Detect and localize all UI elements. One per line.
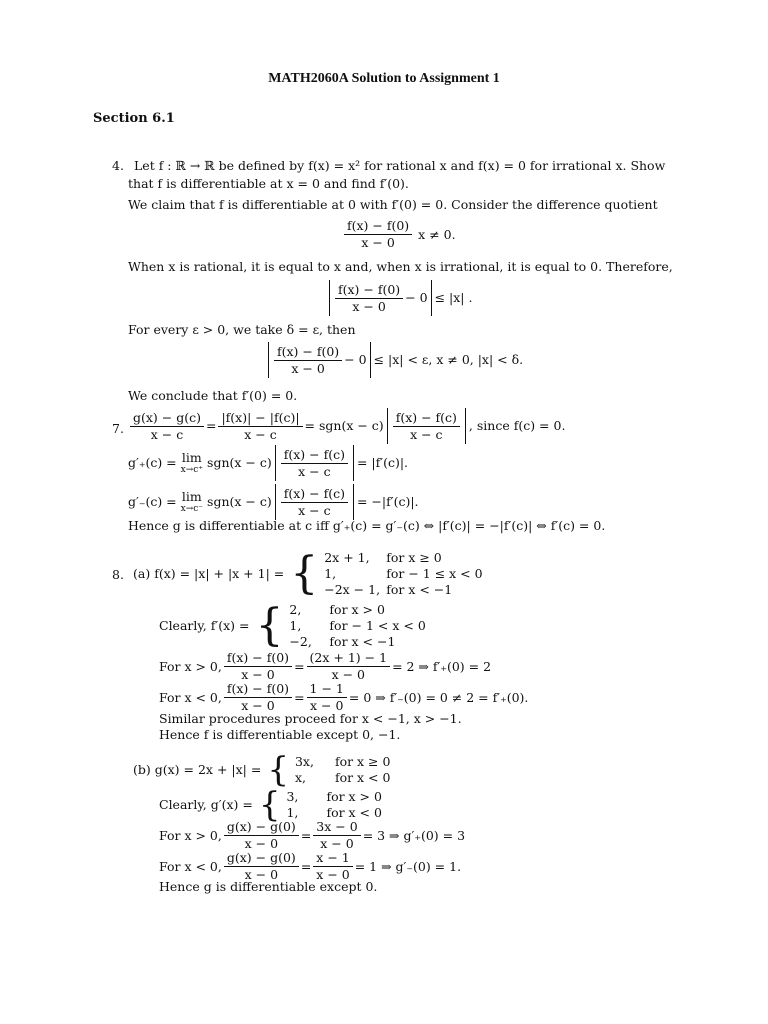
case-row [289,634,425,650]
problem-4-epsilon-text: For every ε > 0, we take δ = ε, then [128,322,356,337]
p8b-negative-case [159,851,461,882]
gminus-sgn: sgn(x − c) [207,494,272,509]
gplus-sgn: sgn(x − c) [207,455,272,470]
p7-sgn: = sgn(x − c) [304,418,384,433]
gminus-frac-den: x − c [298,502,331,518]
gplus-label: g′₊(c) = [128,455,177,470]
case-cond: for − 1 ≤ x < 0 [386,566,483,581]
equals: = [300,858,312,874]
case-expr: 1, [324,566,337,581]
gminus-result: = −|f′(c)|. [356,494,419,509]
equals: = [300,827,312,843]
abs-bar-left [329,280,330,316]
difference-quotient [342,219,456,250]
p8a-deriv-cases [289,602,425,650]
abs-bar-left [268,342,269,378]
left-brace: { [267,750,289,790]
left-brace: { [255,600,284,651]
limit-minus [181,490,203,514]
ineq2-right: ≤ |x| < ε, x ≠ 0, |x| < δ. [373,352,524,367]
p8b-cases [295,754,391,786]
ineq1-numerator: f(x) − f(0) [335,283,403,299]
gplus-frac-den: x − c [298,463,331,479]
abs-bar-left [275,484,276,520]
left-brace: { [258,785,281,825]
fraction [307,651,391,682]
case-cond: for x > 0 [326,789,382,804]
problem-8-number: 8. [112,567,124,582]
case-row [289,602,425,618]
problem-4-conclusion: We conclude that f′(0) = 0. [128,388,298,403]
case-cond: for − 1 < x < 0 [329,618,426,633]
p8b-clearly: Clearly, g′(x) = [159,797,253,812]
p8b-positive-case [159,820,465,851]
p7-frac-g [130,411,204,442]
p8a-negative-case [159,682,528,713]
denominator: x − 0 [244,836,279,851]
abs-bar-left [387,408,388,444]
limit-plus [181,451,203,475]
numerator: f(x) − f(0) [224,682,292,698]
problem-7-gminus [128,484,419,520]
denominator: x − 0 [316,867,350,882]
ineq2-denominator: x − 0 [291,360,325,376]
fraction [224,682,292,713]
result: = 0 ⇒ f′₋(0) = 0 ≠ 2 = f′₊(0). [348,689,529,705]
problem-7-gplus [128,445,408,481]
numerator: 1 − 1 [307,682,347,698]
p7-frac-g-den: x − c [150,426,184,442]
case-row [324,582,482,598]
fraction [313,851,352,882]
problem-4-rational-text: When x is rational, it is equal to x and, when x is irrational, it is equal to 0. Therefore, [128,259,673,274]
p8a-similar: Similar procedures proceed for x < −1, x > −1. [159,711,462,726]
abs-bar-right [353,484,354,520]
p7-frac-absf-num: |f(x)| − |f(c)| [218,411,302,427]
gminus-label: g′₋(c) = [128,494,177,509]
case-cond: for x < −1 [386,582,453,597]
inequality-1 [326,280,472,316]
p8a-derivative [159,600,426,652]
fraction [313,820,360,851]
ineq2-numerator: f(x) − f(0) [274,345,342,361]
problem-4-number: 4. [112,158,124,173]
result: = 2 ⇒ f′₊(0) = 2 [392,658,492,674]
denominator: x − 0 [244,867,279,882]
case-expr: 3x, [294,754,314,769]
problem-4-statement-line1: Let f : ℝ → ℝ be defined by f(x) = x² for rational x and f(x) = 0 for irrational x. Show [134,158,666,173]
dq-denominator: x − 0 [361,235,395,250]
numerator: f(x) − f(0) [224,651,292,667]
p8b-label: (b) [133,762,151,777]
problem-7-number: 7. [112,421,124,436]
equals: = [294,689,305,705]
ineq1-right: ≤ |x| . [434,290,473,305]
dq-numerator: f(x) − f(0) [344,219,412,235]
p7-frac-f-den: x − c [410,426,443,442]
denominator: x − 0 [241,667,275,682]
case-row [286,789,382,805]
problem-4-claim: We claim that f is differentiable at 0 with f′(0) = 0. Consider the difference quotient [128,197,658,212]
page-title: MATH2060A Solution to Assignment 1 [268,71,500,86]
p8a-definition [133,548,483,600]
p8b-hence: Hence g is differentiable except 0. [159,879,378,894]
fraction [224,851,299,882]
numerator: (2x + 1) − 1 [307,651,391,667]
ineq2-minus-zero: − 0 [344,352,367,367]
section-heading: Section 6.1 [93,111,175,126]
left-brace: { [290,548,319,599]
inequality-2 [265,342,523,378]
p8a-def-text: f(x) = |x| + |x + 1| = [154,566,285,581]
gplus-frac-num: f(x) − f(c) [281,448,348,464]
case-expr: 1, [289,618,302,633]
case-expr: −2, [289,634,312,649]
case-cond: for x > 0 [329,602,385,617]
case-row [324,566,482,582]
abs-bar-right [431,280,432,316]
p8b-deriv-cases [286,789,382,821]
problem-7-hence: Hence g is differentiable at c iff g′₊(c) = g′₋(c) ⇔ |f′(c)| = −|f′(c)| ⇔ f′(c) = 0. [128,518,606,533]
p8a-positive-case [159,651,491,682]
case-cond: for x < 0 [326,805,382,820]
abs-bar-left [275,445,276,481]
numerator: g(x) − g(0) [224,820,299,836]
p7-frac-f [393,411,460,442]
case-expr: x, [294,770,306,785]
case-row [324,550,482,566]
dq-fraction [344,219,412,250]
case-expr: 3, [286,789,299,804]
p8a-clearly: Clearly, f′(x) = [159,618,250,633]
p8b-definition [133,751,390,789]
p8b-def-text: g(x) = 2x + |x| = [154,762,262,777]
case-row [295,770,391,786]
lead-text: For x > 0, [159,658,222,674]
fraction [224,651,292,682]
problem-4-statement-line2: that f is differentiable at x = 0 and find f′(0). [128,176,409,191]
gminus-frac [281,487,348,518]
case-cond: for x < 0 [334,770,391,785]
problem-7-line1 [128,408,565,444]
denominator: x − 0 [331,667,366,682]
p8a-hence: Hence f is differentiable except 0, −1. [159,727,401,742]
fraction [224,820,299,851]
ineq2-fraction [274,345,342,376]
numerator: x − 1 [313,851,352,867]
gminus-frac-num: f(x) − f(c) [281,487,348,503]
lead-text: For x < 0, [159,689,222,705]
case-row [295,754,391,770]
numerator: 3x − 0 [313,820,360,836]
p7-frac-g-num: g(x) − g(c) [130,411,204,427]
gplus-result: = |f′(c)|. [356,455,409,470]
case-cond: for x < −1 [329,634,396,649]
p8a-label: (a) [133,566,151,581]
p8a-cases [324,550,482,598]
case-row [289,618,425,634]
lim-sub-plus: x→c⁺ [180,465,204,475]
p7-frac-absf [218,411,302,442]
numerator: g(x) − g(0) [224,851,299,867]
result: = 3 ⇒ g′₊(0) = 3 [362,827,466,843]
equals: = [294,658,305,674]
gplus-frac [281,448,348,479]
case-cond: for x ≥ 0 [386,550,442,565]
denominator: x − 0 [241,698,275,713]
ineq1-denominator: x − 0 [352,298,386,314]
lim-sub-minus: x→c⁻ [180,504,204,514]
case-expr: 2x + 1, [324,550,370,565]
case-expr: 2, [289,602,302,617]
p7-equals: = [205,418,217,433]
abs-bar-right [353,445,354,481]
p7-since: , since f(c) = 0. [468,418,566,433]
denominator: x − 0 [320,836,354,851]
lead-text: For x > 0, [159,827,222,843]
lim-text: lim [181,450,202,465]
dq-condition: x ≠ 0. [418,226,456,242]
abs-bar-right [465,408,466,444]
case-expr: 1, [286,805,299,820]
case-expr: −2x − 1, [324,582,381,597]
lim-text: lim [181,489,202,504]
denominator: x − 0 [309,698,344,713]
case-cond: for x ≥ 0 [334,754,391,769]
abs-bar-right [370,342,371,378]
p7-frac-absf-den: x − c [244,426,277,442]
ineq1-fraction [335,283,403,314]
lead-text: For x < 0, [159,858,222,874]
ineq1-minus-zero: − 0 [405,290,428,305]
result: = 1 ⇒ g′₋(0) = 1. [354,858,462,874]
p7-frac-f-num: f(x) − f(c) [393,411,460,427]
fraction [307,682,347,713]
